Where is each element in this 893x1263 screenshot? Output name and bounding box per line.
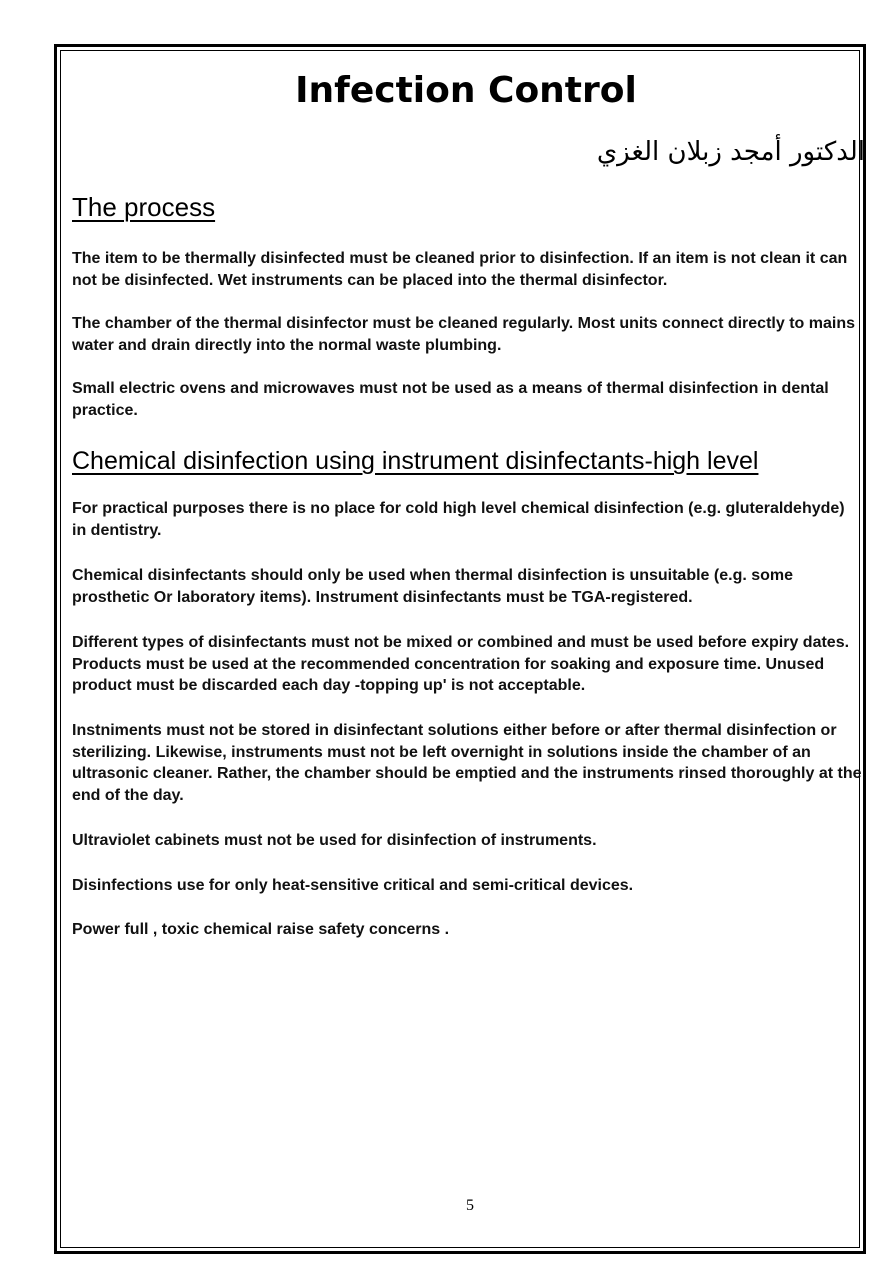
section-heading-chemical-disinfection: Chemical disinfection using instrument disinfectants-high level xyxy=(72,447,759,475)
paragraph: The chamber of the thermal disinfector must be cleaned regularly. Most units connect directly to mains water and drain directly into the normal waste plumbing. xyxy=(72,315,855,354)
paragraph: Ultraviolet cabinets must not be used for disinfection of instruments. xyxy=(72,832,597,849)
paragraph: The item to be thermally disinfected must be cleaned prior to disinfection. If an item is not clean it can not be disinfected. Wet instruments can be placed into the thermal disinfector. xyxy=(72,250,848,289)
document-title: Infection Control xyxy=(295,70,637,111)
paragraph: Small electric ovens and microwaves must not be used as a means of thermal disinfection in dental practice. xyxy=(72,380,829,419)
paragraph: Disinfections use for only heat-sensitive critical and semi-critical devices. xyxy=(72,877,634,894)
paragraph: Instniments must not be stored in disinfectant solutions either before or after thermal disinfection or sterilizing. Likewise, instruments must not be left overnight in solutions inside the chamber of an ultrasonic cleaner. Rather, the chamber should be emptied and the instruments rinsed thoroughly at the end of the day. xyxy=(72,722,862,804)
paragraph: Different types of disinfectants must not be mixed or combined and must be used before expiry dates. Products must be used at the recommended concentration for soaking and exposure time. Unused product must be discarded each day -topping up' is not acceptable. xyxy=(72,634,850,694)
author-name: الدكتور أمجد زبلان الغزي xyxy=(596,137,865,167)
paragraph: Chemical disinfectants should only be used when thermal disinfection is unsuitable (e.g. some prosthetic Or laboratory items). Instrument disinfectants must be TGA-registered. xyxy=(72,567,794,606)
section-heading-process: The process xyxy=(72,192,216,222)
page-number: 5 xyxy=(466,1197,474,1214)
paragraph: Power full , toxic chemical raise safety concerns . xyxy=(72,921,450,938)
paragraph: For practical purposes there is no place for cold high level chemical disinfection (e.g. gluteraldehyde) in dentistry. xyxy=(72,500,845,539)
